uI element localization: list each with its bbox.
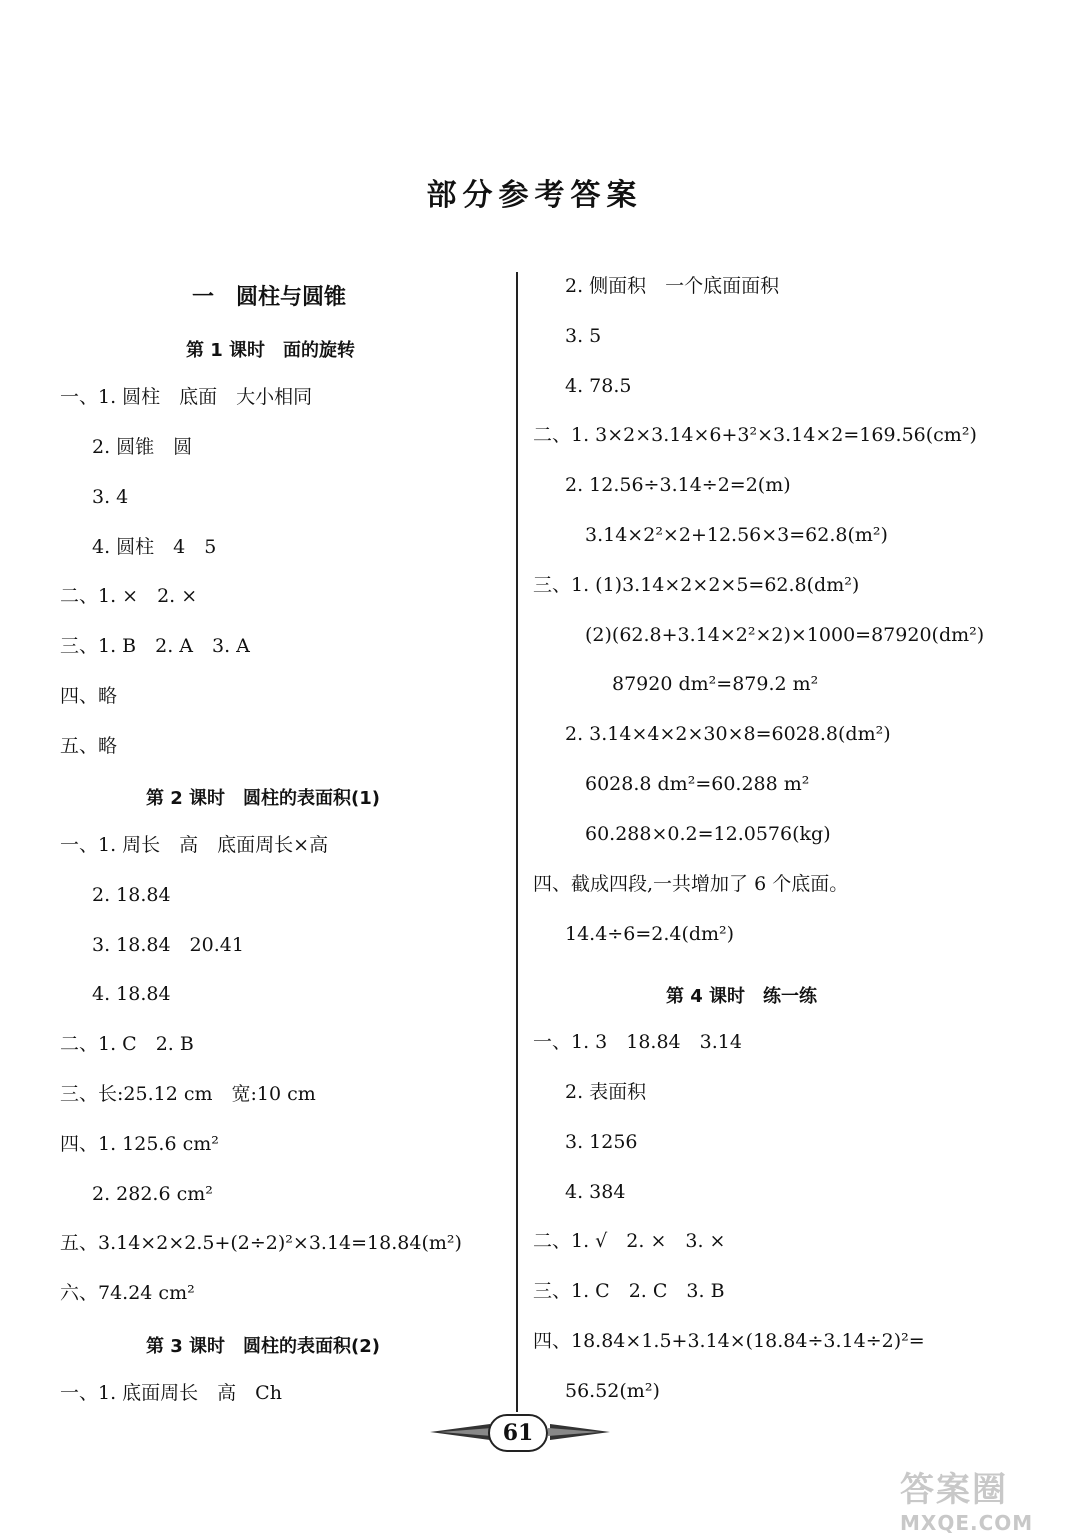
page-number: 61 bbox=[488, 1414, 548, 1452]
answer-line: 60.288×0.2=12.0576(kg) bbox=[585, 823, 831, 845]
answer-line: 四、1. 125.6 cm² bbox=[60, 1133, 219, 1155]
answer-line: 3.14×2²×2+12.56×3=62.8(m²) bbox=[585, 524, 888, 546]
answer-line: 3. 5 bbox=[565, 325, 602, 347]
watermark-url: MXQE.COM bbox=[900, 1511, 1034, 1535]
answer-line: 三、1. C 2. C 3. B bbox=[533, 1280, 725, 1302]
answer-line: 4. 18.84 bbox=[92, 983, 171, 1005]
answer-line: 4. 圆柱 4 5 bbox=[92, 536, 217, 558]
answer-line: 二、1. C 2. B bbox=[60, 1033, 194, 1055]
answer-line: 2. 圆锥 圆 bbox=[92, 436, 193, 458]
answer-line: 2. 侧面积 一个底面面积 bbox=[565, 275, 780, 297]
answer-line: 3. 4 bbox=[92, 486, 129, 508]
answer-line: 2. 12.56÷3.14÷2=2(m) bbox=[565, 474, 791, 496]
answer-line: 二、1. × 2. × bbox=[60, 585, 198, 607]
lesson-2-title: 第 2 课时 圆柱的表面积(1) bbox=[146, 788, 381, 809]
answer-line: (2)(62.8+3.14×2²×2)×1000=87920(dm²) bbox=[585, 624, 985, 646]
answer-line: 3. 18.84 20.41 bbox=[92, 934, 244, 956]
lesson-1-title: 第 1 课时 面的旋转 bbox=[186, 340, 356, 361]
answer-line: 四、18.84×1.5+3.14×(18.84÷3.14÷2)²= bbox=[533, 1330, 925, 1352]
answer-line: 2. 3.14×4×2×30×8=6028.8(dm²) bbox=[565, 723, 891, 745]
answer-line: 一、1. 周长 高 底面周长×高 bbox=[60, 834, 329, 856]
answer-line: 四、略 bbox=[60, 685, 118, 707]
answer-line: 4. 384 bbox=[565, 1181, 626, 1203]
answer-line: 2. 表面积 bbox=[565, 1081, 647, 1103]
watermark-logo: 答案圈 bbox=[900, 1470, 1008, 1510]
lesson-4-title: 第 4 课时 练一练 bbox=[666, 986, 818, 1007]
answer-line: 56.52(m²) bbox=[565, 1380, 660, 1402]
answer-line: 三、长:25.12 cm 宽:10 cm bbox=[60, 1083, 316, 1105]
answer-line: 3. 1256 bbox=[565, 1131, 638, 1153]
answer-line: 6028.8 dm²=60.288 m² bbox=[585, 773, 810, 795]
unit-title: 一 圆柱与圆锥 bbox=[192, 285, 347, 310]
answer-line: 87920 dm²=879.2 m² bbox=[612, 673, 819, 695]
answer-line: 五、略 bbox=[60, 735, 118, 757]
answer-line: 一、1. 3 18.84 3.14 bbox=[533, 1031, 742, 1053]
lesson-3-title: 第 3 课时 圆柱的表面积(2) bbox=[146, 1336, 381, 1357]
answer-line: 二、1. 3×2×3.14×6+3²×3.14×2=169.56(cm²) bbox=[533, 424, 977, 446]
answer-line: 14.4÷6=2.4(dm²) bbox=[565, 923, 735, 945]
answer-line: 2. 18.84 bbox=[92, 884, 171, 906]
answer-line: 2. 282.6 cm² bbox=[92, 1183, 213, 1205]
page-title: 部分参考答案 bbox=[426, 178, 643, 213]
answer-line: 二、1. √ 2. × 3. × bbox=[533, 1230, 726, 1252]
answer-line: 三、1. B 2. A 3. A bbox=[60, 635, 250, 657]
answer-line: 六、74.24 cm² bbox=[60, 1282, 195, 1304]
column-divider bbox=[516, 272, 518, 1412]
answer-line: 三、1. (1)3.14×2×2×5=62.8(dm²) bbox=[533, 574, 860, 596]
answer-line: 一、1. 底面周长 高 Ch bbox=[60, 1382, 282, 1404]
answer-line: 五、3.14×2×2.5+(2÷2)²×3.14=18.84(m²) bbox=[60, 1232, 462, 1254]
answer-line: 四、截成四段,一共增加了 6 个底面。 bbox=[533, 873, 849, 895]
watermark bbox=[900, 1462, 1060, 1535]
answer-line: 一、1. 圆柱 底面 大小相同 bbox=[60, 386, 313, 408]
answer-line: 4. 78.5 bbox=[565, 375, 632, 397]
